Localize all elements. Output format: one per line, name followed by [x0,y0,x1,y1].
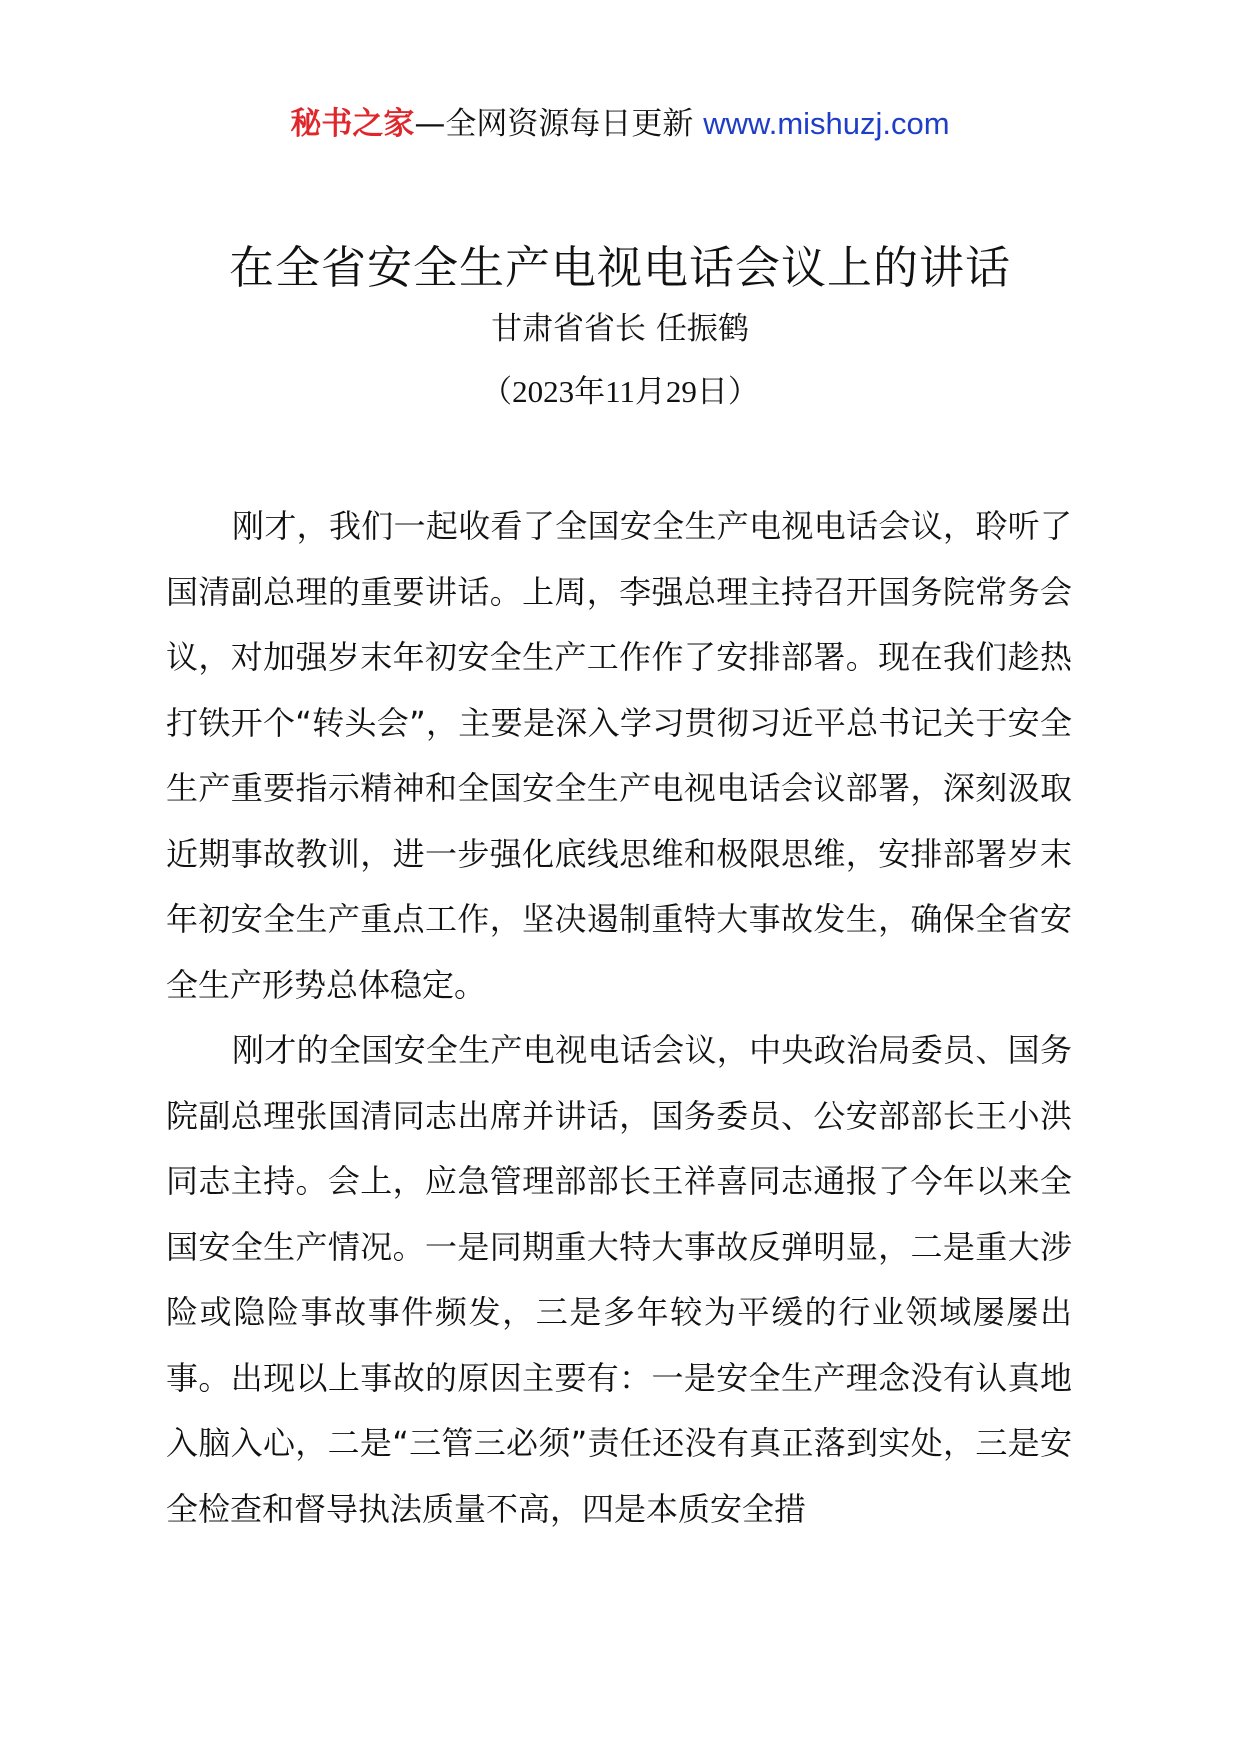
document-body [166,494,1072,1542]
brand-name: 秘书之家 [290,106,415,142]
date-month: 11 [605,374,635,409]
document-title: 在全省安全生产电视电话会议上的讲话 [228,241,1011,294]
site-url-link[interactable]: www.mishuzj.com [703,106,950,141]
date-open-paren: （ [481,374,513,410]
document-date [0,371,1240,413]
date-year-char: 年 [574,374,606,410]
date-close-paren: ） [727,374,759,410]
body-paragraph-2: 刚才的全国安全生产电视电话会议，中央政治局委员、国务院副总理张国清同志出席并讲话，国务委员、公安部部长王小洪同志主持。会上，应急管理部部长王祥喜同志通报了今年以来全国安全生产情况。一是同期重大特大事故反弹明显，二是重大涉险或隐险事故事件频发，三是多年较为平缓的行业领域屡屡出事。出现以上事故的原因主要有：一是安全生产理念没有认真地入脑入心，二是“三管三必须”责任还没有真正落到实处，三是安全检查和督导执法质量不高，四是本质安全措 [166,1031,1072,1528]
header-tagline: —全网资源每日更新 [414,106,704,142]
header-banner [0,104,1240,144]
document-author: 甘肃省省长 任振鹤 [491,311,749,347]
date-year: 2023 [512,374,575,409]
date-month-char: 月 [634,374,666,410]
date-day-char: 日 [696,374,728,410]
body-paragraph-1: 刚才，我们一起收看了全国安全生产电视电话会议，聆听了国清副总理的重要讲话。上周，李强总理主持召开国务院常务会议，对加强岁末年初安全生产工作作了安排部署。现在我们趁热打铁开个“转头会”，主要是深入学习贯彻习近平总书记关于安全生产重要指示精神和全国安全生产电视电话会议部署，深刻汲取近期事故教训，进一步强化底线思维和极限思维，安排部署岁末年初安全生产重点工作，坚决遏制重特大事故发生，确保全省安全生产形势总体稳定。 [166,507,1072,1004]
date-day: 29 [665,374,697,409]
